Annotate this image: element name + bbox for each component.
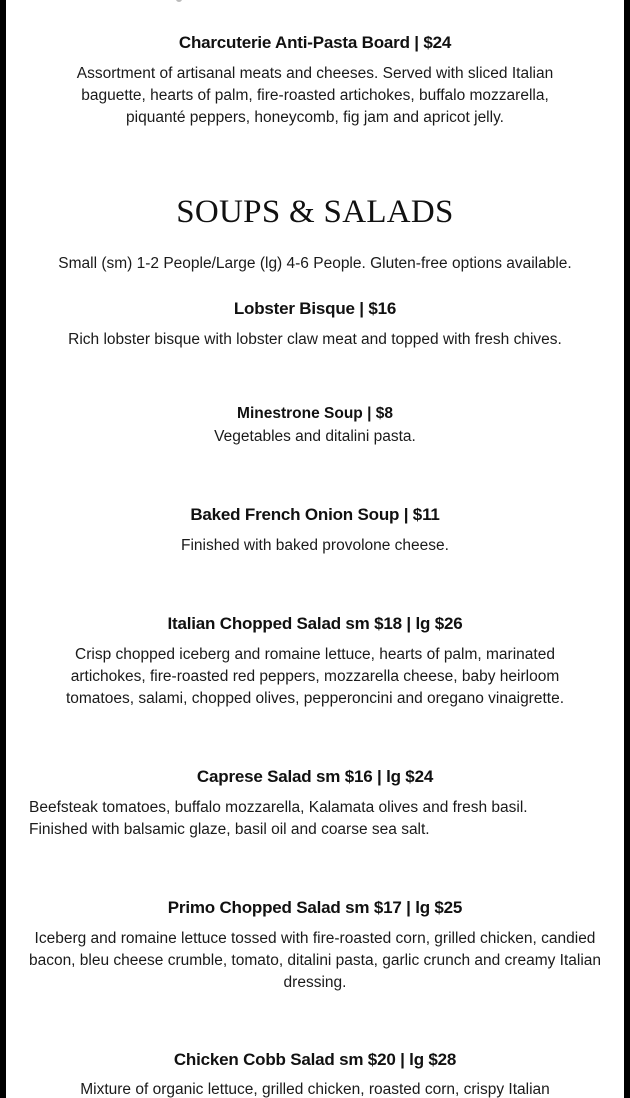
menu-item-title: Primo Chopped Salad sm $17 | lg $25 [167, 898, 463, 917]
menu-item-title: Minestrone Soup | $8 [237, 405, 393, 422]
menu-page [6, 0, 624, 1098]
menu-item-description: Finished with baked provolone cheese. [181, 537, 449, 554]
decorative-mark [176, 0, 182, 2]
menu-item-description: Mixture of organic lettuce, grilled chicken, roasted corn, crispy Italian [80, 1081, 550, 1098]
menu-item-description: Vegetables and ditalini pasta. [214, 428, 416, 445]
section-heading: SOUPS & SALADS [176, 194, 454, 230]
menu-item-title: Italian Chopped Salad sm $18 | lg $26 [167, 614, 463, 633]
menu-item-title: Chicken Cobb Salad sm $20 | lg $28 [173, 1050, 457, 1069]
menu-item-description: Iceberg and romaine lettuce tossed with fire-roasted corn, grilled chicken, candied bacon, bleu cheese crumble, tomato, ditalini pasta, garlic crunch and creamy Italian dressing. [28, 930, 602, 991]
menu-item-description: Crisp chopped iceberg and romaine lettuce, hearts of palm, marinated artichokes, fire-roasted red peppers, mozzarella cheese, baby heirloom tomatoes, salami, chopped olives, pepperoncini and oregano vinaigrette. [65, 646, 565, 707]
menu-item-description: Rich lobster bisque with lobster claw meat and topped with fresh chives. [68, 331, 562, 348]
menu-item-title: Baked French Onion Soup | $11 [190, 505, 440, 524]
menu-item-description: Beefsteak tomatoes, buffalo mozzarella, Kalamata olives and fresh basil. Finished with balsamic glaze, basil oil and coarse sea salt. [29, 799, 528, 838]
section-note: Small (sm) 1-2 People/Large (lg) 4-6 People. Gluten-free options available. [58, 255, 572, 272]
menu-item-title: Lobster Bisque | $16 [233, 299, 397, 318]
menu-item-title: Caprese Salad sm $16 | lg $24 [196, 767, 434, 786]
charcuterie-description: Assortment of artisanal meats and cheeses. Served with sliced Italian baguette, hearts of palm, fire-roasted artichokes, buffalo mozzarella, piquanté peppers, honeycomb, fig jam and apricot jelly. [76, 65, 554, 126]
charcuterie-title: Charcuterie Anti-Pasta Board | $24 [178, 33, 452, 52]
